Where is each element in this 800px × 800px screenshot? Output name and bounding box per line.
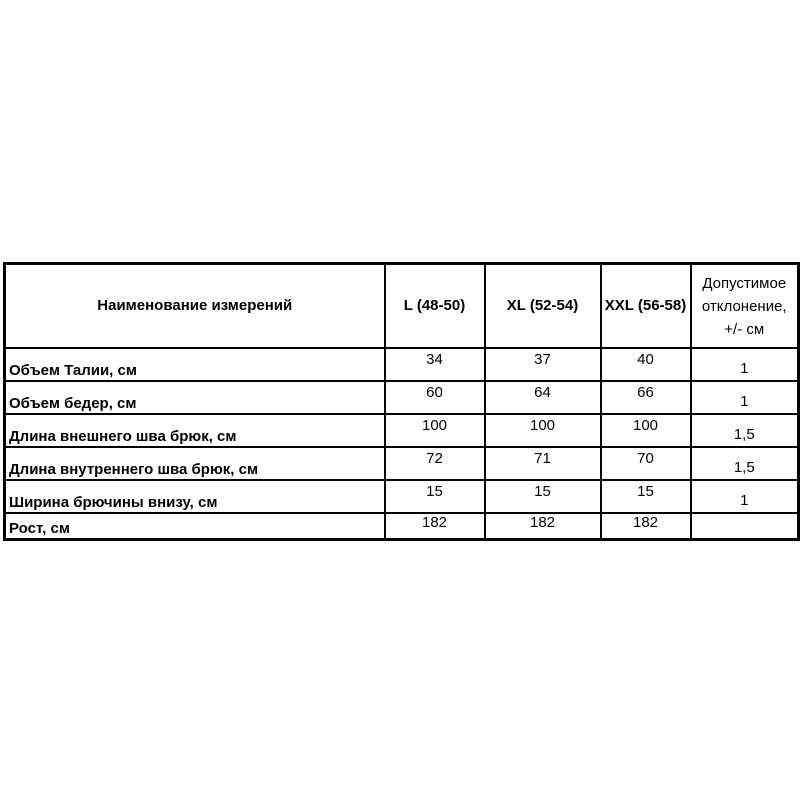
value-xxl: 66 <box>601 381 691 414</box>
header-size-l: L (48-50) <box>385 264 485 349</box>
value-xl: 37 <box>485 348 601 381</box>
row-label: Объем бедер, см <box>5 381 385 414</box>
value-xl: 100 <box>485 414 601 447</box>
header-size-xxl: XXL (56-58) <box>601 264 691 349</box>
row-label: Ширина брючины внизу, см <box>5 480 385 513</box>
table-row <box>5 348 799 381</box>
header-measurement-name: Наименование измерений <box>5 264 385 349</box>
table-row <box>5 381 799 414</box>
row-label: Объем Талии, см <box>5 348 385 381</box>
value-tolerance: 1,5 <box>691 447 799 480</box>
value-xxl: 100 <box>601 414 691 447</box>
header-size-xl: XL (52-54) <box>485 264 601 349</box>
row-label: Длина внешнего шва брюк, см <box>5 414 385 447</box>
value-xxl: 182 <box>601 513 691 540</box>
header-tolerance: Допустимое отклонение, +/- см <box>691 264 799 349</box>
value-l: 34 <box>385 348 485 381</box>
value-l: 182 <box>385 513 485 540</box>
table-row <box>5 414 799 447</box>
value-l: 15 <box>385 480 485 513</box>
row-label: Длина внутреннего шва брюк, см <box>5 447 385 480</box>
value-xl: 71 <box>485 447 601 480</box>
value-tolerance: 1,5 <box>691 414 799 447</box>
value-xxl: 40 <box>601 348 691 381</box>
value-xxl: 15 <box>601 480 691 513</box>
header-row <box>5 264 799 349</box>
value-xl: 64 <box>485 381 601 414</box>
table-row <box>5 480 799 513</box>
value-xl: 15 <box>485 480 601 513</box>
value-l: 60 <box>385 381 485 414</box>
value-l: 100 <box>385 414 485 447</box>
row-label: Рост, см <box>5 513 385 540</box>
value-l: 72 <box>385 447 485 480</box>
value-xxl: 70 <box>601 447 691 480</box>
value-xl: 182 <box>485 513 601 540</box>
size-chart-table <box>3 262 800 541</box>
table-row <box>5 513 799 540</box>
value-tolerance: 1 <box>691 348 799 381</box>
value-tolerance: 1 <box>691 381 799 414</box>
table-row <box>5 447 799 480</box>
value-tolerance: 1 <box>691 480 799 513</box>
value-tolerance <box>691 513 799 540</box>
